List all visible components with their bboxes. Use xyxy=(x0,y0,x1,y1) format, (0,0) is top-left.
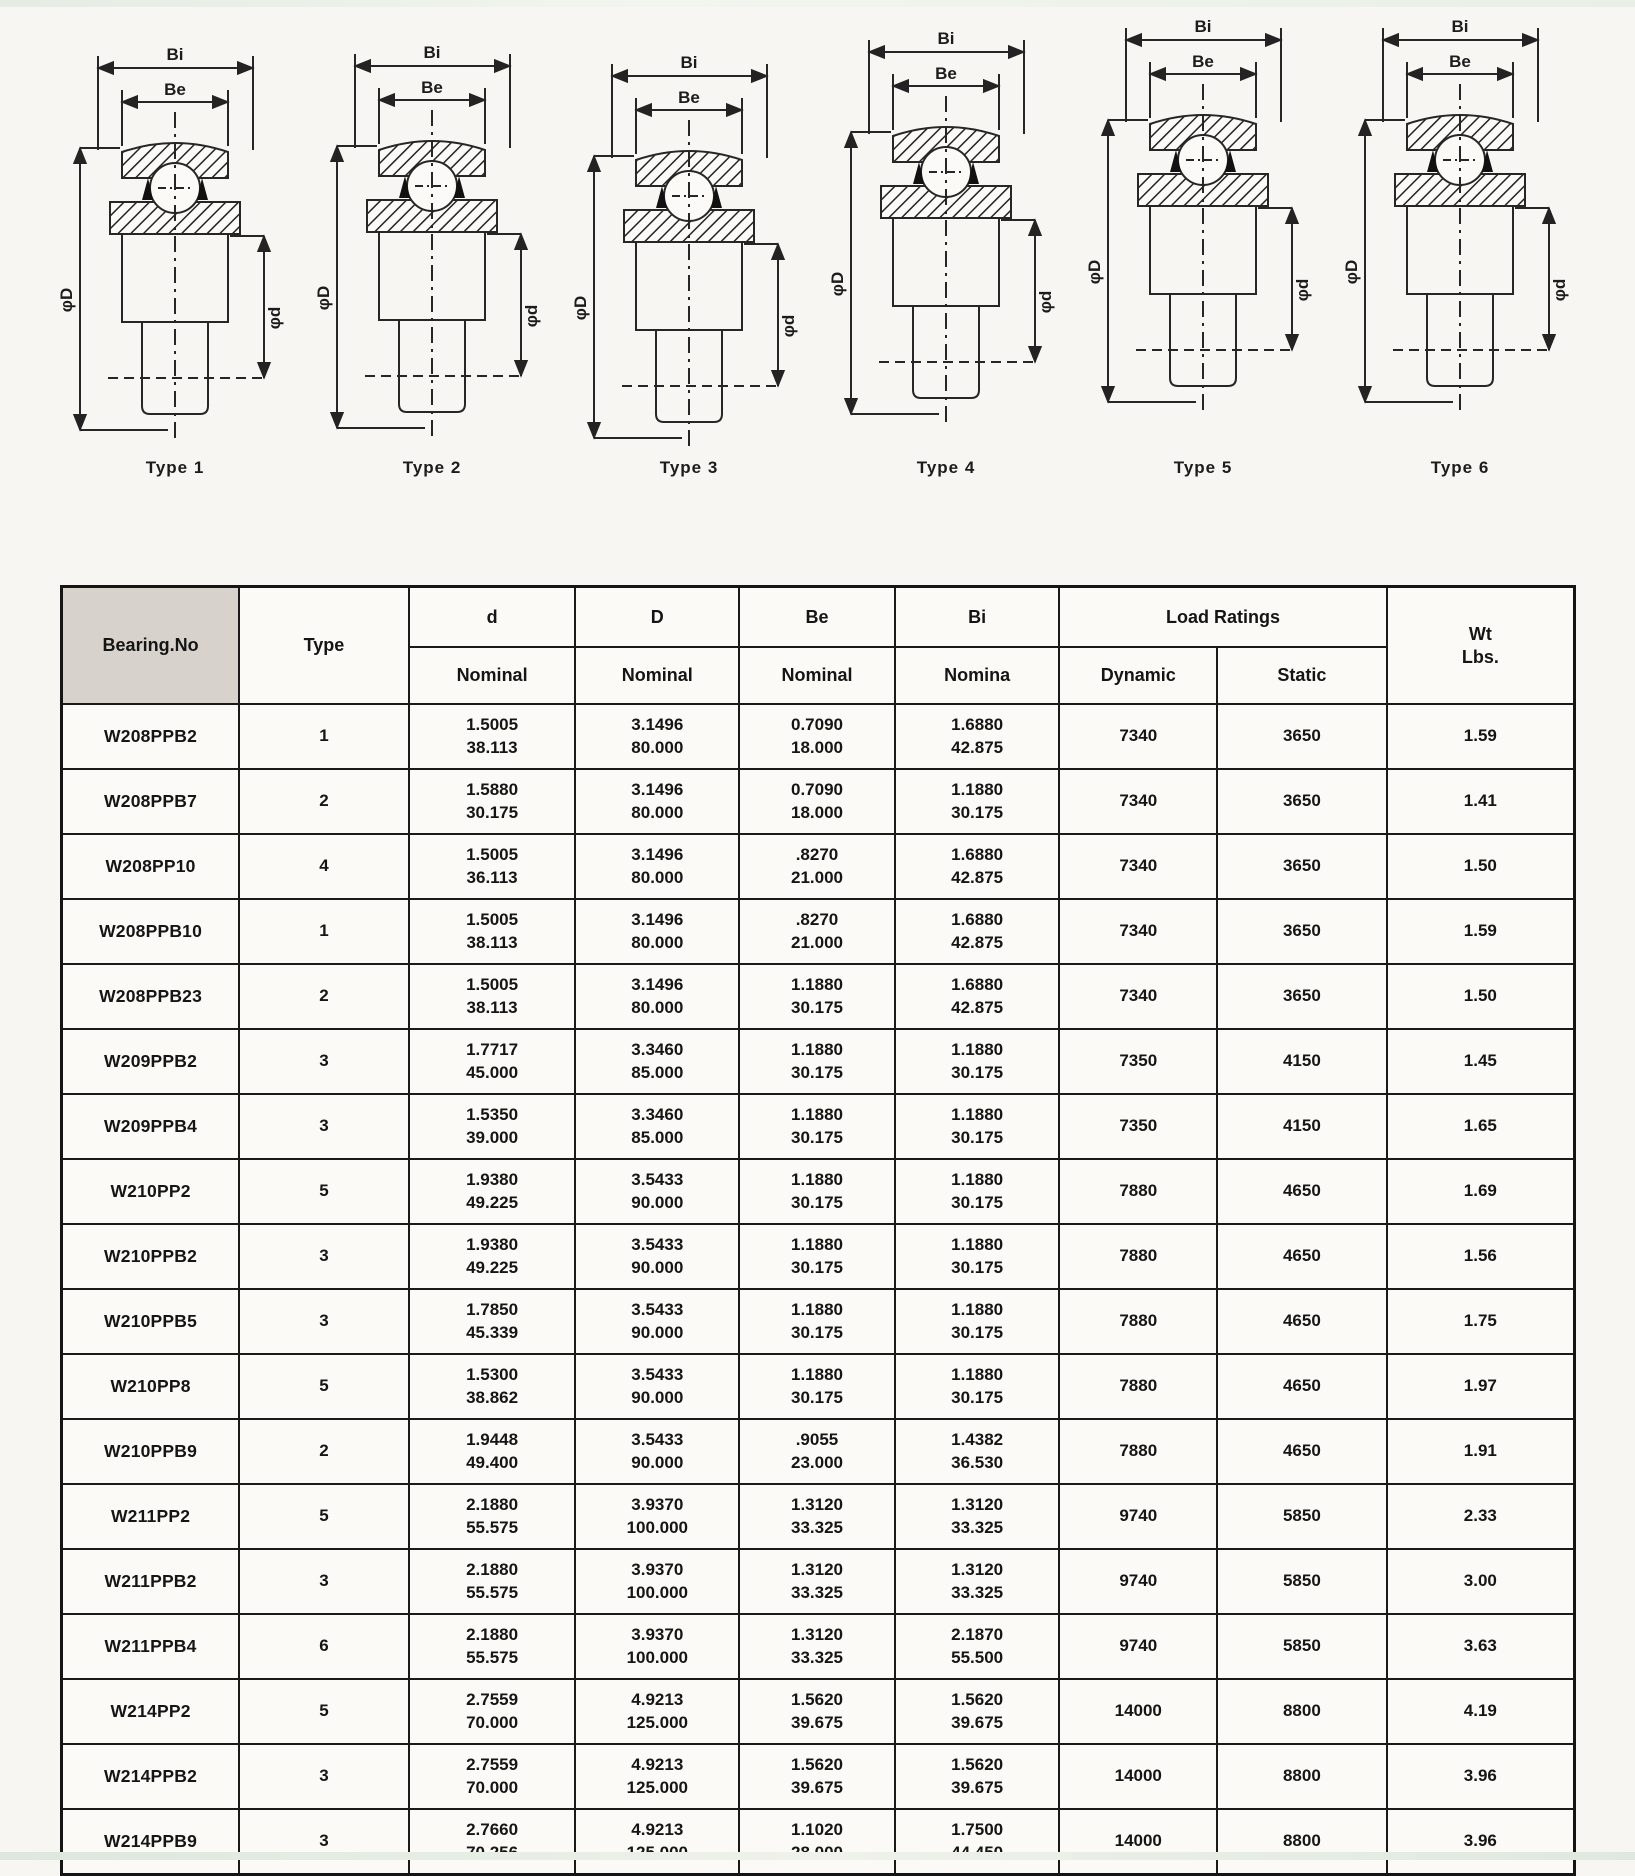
cell-D_in: 3.3460 85.000 xyxy=(575,1094,739,1159)
col-header-Bi: Bi xyxy=(895,587,1060,648)
cell-bearing_no: W210PP8 xyxy=(62,1354,240,1419)
subheader-dynamic: Dynamic xyxy=(1059,647,1217,704)
table-row xyxy=(62,1484,1575,1549)
cell-Bi_in: 1.7500 xyxy=(895,1809,1060,1875)
cell-D_in: 3.5433 90.000 xyxy=(575,1354,739,1419)
cell-d_in: 2.7660 xyxy=(409,1809,576,1875)
cell-D_in: 3.5433 90.000 xyxy=(575,1159,739,1224)
table-row xyxy=(62,1094,1575,1159)
col-header-bearing-no: Bearing.No xyxy=(62,587,240,705)
cell-Be_in: .9055 23.000 xyxy=(739,1419,895,1484)
cell-d_in: 1.5880 30.175 xyxy=(409,769,576,834)
cell-d_in: 2.1880 55.575 xyxy=(409,1484,576,1549)
cell-wt: 1.65 xyxy=(1387,1094,1575,1159)
cell-D_in: 3.1496 80.000 xyxy=(575,964,739,1029)
cell-D_in: 3.5433 90.000 xyxy=(575,1224,739,1289)
bearing-diagram xyxy=(1343,6,1578,496)
cell-Bi_in: 1.3120 33.325 xyxy=(895,1484,1060,1549)
cell-d_in: 1.5005 36.113 xyxy=(409,834,576,899)
cell-static: 8800 xyxy=(1217,1679,1387,1744)
cell-static: 4150 xyxy=(1217,1094,1387,1159)
col-header-d: d xyxy=(409,587,576,648)
cell-bearing_no: W211PPB4 xyxy=(62,1614,240,1679)
cell-dynamic: 7340 xyxy=(1059,769,1217,834)
cell-Be_in: 1.1020 xyxy=(739,1809,895,1875)
cell-type: 3 xyxy=(239,1094,409,1159)
cell-wt: 1.45 xyxy=(1387,1029,1575,1094)
type-caption: Type 2 xyxy=(402,458,462,477)
cell-type: 3 xyxy=(239,1549,409,1614)
cell-static: 4150 xyxy=(1217,1029,1387,1094)
cell-bearing_no: W208PPB2 xyxy=(62,704,240,769)
cell-static: 3650 xyxy=(1217,834,1387,899)
cell-static: 3650 xyxy=(1217,964,1387,1029)
cell-type: 2 xyxy=(239,964,409,1029)
cell-Bi_in: 1.5620 39.675 xyxy=(895,1679,1060,1744)
cell-dynamic: 7340 xyxy=(1059,704,1217,769)
bearing-cross-section-drawing xyxy=(829,22,1064,432)
table-row xyxy=(62,1549,1575,1614)
type-caption: Type 5 xyxy=(1173,458,1233,477)
cell-bearing_no: W210PPB9 xyxy=(62,1419,240,1484)
cell-wt: 1.97 xyxy=(1387,1354,1575,1419)
spec-table-wrap xyxy=(60,585,1576,1876)
cell-Bi_in: 1.1880 30.175 xyxy=(895,1094,1060,1159)
cell-static: 4650 xyxy=(1217,1419,1387,1484)
cell-static: 3650 xyxy=(1217,899,1387,964)
cell-Bi_in: 1.1880 30.175 xyxy=(895,769,1060,834)
table-row xyxy=(62,1354,1575,1419)
cell-Bi_in: 1.6880 42.875 xyxy=(895,704,1060,769)
cell-d_in: 1.5005 38.113 xyxy=(409,899,576,964)
col-header-Be: Be xyxy=(739,587,895,648)
cell-wt: 1.75 xyxy=(1387,1289,1575,1354)
table-row xyxy=(62,1419,1575,1484)
table-row xyxy=(62,1029,1575,1094)
cell-type: 5 xyxy=(239,1159,409,1224)
cell-type: 3 xyxy=(239,1224,409,1289)
type-caption: Type 6 xyxy=(1430,458,1490,477)
cell-wt: 1.41 xyxy=(1387,769,1575,834)
cell-Be_in: 1.1880 30.175 xyxy=(739,1094,895,1159)
cell-D_in: 3.9370 100.000 xyxy=(575,1549,739,1614)
cell-dynamic: 14000 xyxy=(1059,1679,1217,1744)
cell-dynamic: 9740 xyxy=(1059,1614,1217,1679)
cell-Be_in: 1.3120 33.325 xyxy=(739,1549,895,1614)
cell-d_in: 1.5350 39.000 xyxy=(409,1094,576,1159)
cell-D_in: 3.5433 90.000 xyxy=(575,1419,739,1484)
col-header-load-ratings: Load Ratings xyxy=(1059,587,1386,648)
cell-bearing_no: W210PP2 xyxy=(62,1159,240,1224)
cell-d_in: 1.9380 49.225 xyxy=(409,1159,576,1224)
cell-wt: 1.59 xyxy=(1387,899,1575,964)
table-row xyxy=(62,1159,1575,1224)
type-caption: Type 3 xyxy=(659,458,719,477)
cell-dynamic: 7880 xyxy=(1059,1354,1217,1419)
cell-static: 8800 xyxy=(1217,1809,1387,1875)
cell-wt: 1.50 xyxy=(1387,834,1575,899)
cell-Be_in: 1.3120 33.325 xyxy=(739,1484,895,1549)
cell-wt: 1.59 xyxy=(1387,704,1575,769)
cell-type: 1 xyxy=(239,899,409,964)
cell-Be_in: 1.1880 30.175 xyxy=(739,1354,895,1419)
cell-type: 1 xyxy=(239,704,409,769)
cell-bearing_no: W208PPB7 xyxy=(62,769,240,834)
cell-Bi_in: 1.3120 33.325 xyxy=(895,1549,1060,1614)
cell-dynamic: 14000 xyxy=(1059,1744,1217,1809)
bearing-spec-table xyxy=(60,585,1576,1876)
cell-Be_in: 1.1880 30.175 xyxy=(739,1159,895,1224)
bearing-diagram xyxy=(58,6,293,496)
cell-wt: 4.19 xyxy=(1387,1679,1575,1744)
cell-bearing_no: W210PPB5 xyxy=(62,1289,240,1354)
cell-bearing_no: W208PPB10 xyxy=(62,899,240,964)
cell-dynamic: 7880 xyxy=(1059,1159,1217,1224)
subheader-nominal-Bi: Nomina xyxy=(895,647,1060,704)
cell-bearing_no: W209PPB2 xyxy=(62,1029,240,1094)
type-caption: Type 4 xyxy=(916,458,976,477)
cell-type: 2 xyxy=(239,1419,409,1484)
cell-bearing_no: W208PPB23 xyxy=(62,964,240,1029)
cell-static: 5850 xyxy=(1217,1614,1387,1679)
cell-dynamic: 14000 xyxy=(1059,1809,1217,1875)
subheader-nominal-D: Nominal xyxy=(575,647,739,704)
cell-Bi_in: 1.5620 39.675 xyxy=(895,1744,1060,1809)
cell-wt: 1.91 xyxy=(1387,1419,1575,1484)
cell-bearing_no: W214PPB9 xyxy=(62,1809,240,1875)
cell-static: 3650 xyxy=(1217,769,1387,834)
cell-static: 5850 xyxy=(1217,1549,1387,1614)
cell-dynamic: 7340 xyxy=(1059,899,1217,964)
bearing-diagram xyxy=(315,6,550,496)
cell-D_in: 4.9213 125.000 xyxy=(575,1679,739,1744)
cell-dynamic: 7350 xyxy=(1059,1029,1217,1094)
cell-d_in: 2.1880 55.575 xyxy=(409,1549,576,1614)
cell-Bi_in: 1.1880 30.175 xyxy=(895,1029,1060,1094)
cell-type: 3 xyxy=(239,1744,409,1809)
cell-dynamic: 7880 xyxy=(1059,1419,1217,1484)
cell-Be_in: 0.7090 18.000 xyxy=(739,704,895,769)
cell-bearing_no: W211PP2 xyxy=(62,1484,240,1549)
type-caption: Type 1 xyxy=(145,458,205,477)
cell-d_in: 1.7850 45.339 xyxy=(409,1289,576,1354)
cell-type: 5 xyxy=(239,1679,409,1744)
table-row xyxy=(62,704,1575,769)
scan-artifact-bottom xyxy=(0,1852,1635,1860)
cell-static: 4650 xyxy=(1217,1289,1387,1354)
cell-wt: 1.56 xyxy=(1387,1224,1575,1289)
cell-D_in: 3.9370 100.000 xyxy=(575,1614,739,1679)
cell-type: 5 xyxy=(239,1484,409,1549)
cell-Be_in: 1.1880 30.175 xyxy=(739,1224,895,1289)
cell-bearing_no: W208PP10 xyxy=(62,834,240,899)
cell-static: 8800 xyxy=(1217,1744,1387,1809)
cell-Bi_in: 1.6880 42.875 xyxy=(895,964,1060,1029)
table-row xyxy=(62,1614,1575,1679)
cell-D_in: 3.9370 100.000 xyxy=(575,1484,739,1549)
cell-Be_in: 0.7090 18.000 xyxy=(739,769,895,834)
cell-wt: 3.96 xyxy=(1387,1809,1575,1875)
cell-static: 3650 xyxy=(1217,704,1387,769)
cell-d_in: 1.5005 38.113 xyxy=(409,704,576,769)
bearing-cross-section-drawing xyxy=(315,36,550,446)
cell-d_in: 1.9380 49.225 xyxy=(409,1224,576,1289)
bearing-type-diagrams xyxy=(0,6,1635,506)
cell-bearing_no: W209PPB4 xyxy=(62,1094,240,1159)
bearing-cross-section-drawing xyxy=(572,46,807,456)
cell-type: 2 xyxy=(239,769,409,834)
cell-D_in: 3.3460 85.000 xyxy=(575,1029,739,1094)
cell-dynamic: 7880 xyxy=(1059,1289,1217,1354)
cell-Be_in: 1.1880 30.175 xyxy=(739,1029,895,1094)
cell-type: 3 xyxy=(239,1029,409,1094)
cell-dynamic: 7880 xyxy=(1059,1224,1217,1289)
cell-type: 4 xyxy=(239,834,409,899)
cell-D_in: 3.1496 80.000 xyxy=(575,899,739,964)
cell-D_in: 4.9213 xyxy=(575,1809,739,1875)
cell-bearing_no: W214PPB2 xyxy=(62,1744,240,1809)
cell-Be_in: 1.1880 30.175 xyxy=(739,1289,895,1354)
table-row xyxy=(62,1744,1575,1809)
cell-d_in: 1.9448 49.400 xyxy=(409,1419,576,1484)
cell-D_in: 4.9213 125.000 xyxy=(575,1744,739,1809)
cell-d_in: 1.5300 38.862 xyxy=(409,1354,576,1419)
cell-d_in: 2.7559 70.000 xyxy=(409,1744,576,1809)
cell-Bi_in: 2.1870 55.500 xyxy=(895,1614,1060,1679)
col-header-type: Type xyxy=(239,587,409,705)
subheader-nominal-d: Nominal xyxy=(409,647,576,704)
bearing-diagram xyxy=(1086,6,1321,496)
cell-Be_in: .8270 21.000 xyxy=(739,834,895,899)
cell-Be_in: 1.1880 30.175 xyxy=(739,964,895,1029)
col-header-wt: Wt Lbs. xyxy=(1387,587,1575,705)
cell-static: 4650 xyxy=(1217,1224,1387,1289)
cell-Bi_in: 1.1880 30.175 xyxy=(895,1354,1060,1419)
cell-dynamic: 7340 xyxy=(1059,834,1217,899)
cell-D_in: 3.1496 80.000 xyxy=(575,769,739,834)
cell-static: 5850 xyxy=(1217,1484,1387,1549)
cell-Bi_in: 1.1880 30.175 xyxy=(895,1289,1060,1354)
cell-type: 3 xyxy=(239,1809,409,1875)
cell-Bi_in: 1.6880 42.875 xyxy=(895,834,1060,899)
table-row xyxy=(62,769,1575,834)
cell-d_in: 1.5005 38.113 xyxy=(409,964,576,1029)
cell-dynamic: 7340 xyxy=(1059,964,1217,1029)
cell-wt: 3.63 xyxy=(1387,1614,1575,1679)
cell-wt: 1.69 xyxy=(1387,1159,1575,1224)
cell-wt: 3.96 xyxy=(1387,1744,1575,1809)
cell-d_in: 2.1880 55.575 xyxy=(409,1614,576,1679)
cell-Bi_in: 1.1880 30.175 xyxy=(895,1159,1060,1224)
cell-Bi_in: 1.4382 36.530 xyxy=(895,1419,1060,1484)
cell-bearing_no: W210PPB2 xyxy=(62,1224,240,1289)
cell-wt: 3.00 xyxy=(1387,1549,1575,1614)
cell-D_in: 3.1496 80.000 xyxy=(575,834,739,899)
bearing-diagram xyxy=(572,6,807,496)
table-row xyxy=(62,834,1575,899)
cell-bearing_no: W214PP2 xyxy=(62,1679,240,1744)
cell-Bi_in: 1.1880 30.175 xyxy=(895,1224,1060,1289)
cell-Be_in: 1.5620 39.675 xyxy=(739,1679,895,1744)
bearing-diagram xyxy=(829,6,1064,496)
cell-dynamic: 9740 xyxy=(1059,1549,1217,1614)
cell-dynamic: 9740 xyxy=(1059,1484,1217,1549)
bearing-cross-section-drawing xyxy=(58,38,293,448)
cell-bearing_no: W211PPB2 xyxy=(62,1549,240,1614)
col-header-D: D xyxy=(575,587,739,648)
cell-Be_in: 1.5620 39.675 xyxy=(739,1744,895,1809)
bearing-cross-section-drawing xyxy=(1343,10,1578,420)
table-row xyxy=(62,1224,1575,1289)
subheader-nominal-Be: Nominal xyxy=(739,647,895,704)
cell-d_in: 1.7717 45.000 xyxy=(409,1029,576,1094)
cell-dynamic: 7350 xyxy=(1059,1094,1217,1159)
table-row xyxy=(62,1679,1575,1744)
table-row xyxy=(62,899,1575,964)
cell-d_in: 2.7559 70.000 xyxy=(409,1679,576,1744)
cell-Be_in: 1.3120 33.325 xyxy=(739,1614,895,1679)
cell-static: 4650 xyxy=(1217,1354,1387,1419)
cell-wt: 2.33 xyxy=(1387,1484,1575,1549)
cell-type: 5 xyxy=(239,1354,409,1419)
cell-D_in: 3.5433 90.000 xyxy=(575,1289,739,1354)
cell-Be_in: .8270 21.000 xyxy=(739,899,895,964)
cell-Bi_in: 1.6880 42.875 xyxy=(895,899,1060,964)
cell-wt: 1.50 xyxy=(1387,964,1575,1029)
cell-static: 4650 xyxy=(1217,1159,1387,1224)
cell-type: 3 xyxy=(239,1289,409,1354)
cell-D_in: 3.1496 80.000 xyxy=(575,704,739,769)
subheader-static: Static xyxy=(1217,647,1387,704)
table-row xyxy=(62,1809,1575,1875)
table-row xyxy=(62,964,1575,1029)
cell-type: 6 xyxy=(239,1614,409,1679)
bearing-cross-section-drawing xyxy=(1086,10,1321,420)
table-row xyxy=(62,1289,1575,1354)
